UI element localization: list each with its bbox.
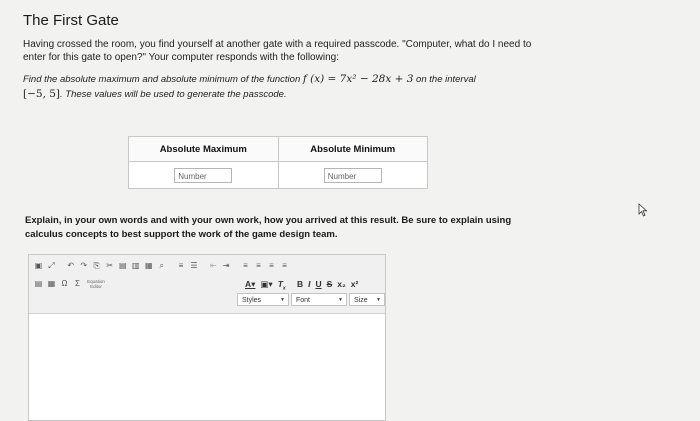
strikethrough-button[interactable]: S bbox=[326, 279, 333, 289]
rich-text-editor bbox=[28, 254, 386, 421]
cut-icon[interactable]: ✂ bbox=[106, 261, 114, 270]
outdent-icon[interactable]: ⇤ bbox=[209, 261, 217, 270]
redo-icon[interactable]: ↷ bbox=[80, 261, 88, 270]
problem-function: f (x) = 7x² − 28x + 3 bbox=[302, 73, 414, 85]
cell-absolute-maximum bbox=[129, 162, 279, 189]
editor-content-area[interactable] bbox=[29, 314, 385, 420]
text-color-icon[interactable]: A▾ bbox=[245, 279, 256, 289]
undo-icon[interactable]: ↶ bbox=[67, 261, 75, 270]
header-absolute-minimum: Absolute Minimum bbox=[278, 137, 428, 162]
special-char-icon[interactable]: Ω bbox=[61, 279, 68, 288]
problem-text-before: Find the absolute maximum and absolute minimum of the function bbox=[23, 74, 303, 85]
styles-select[interactable] bbox=[237, 293, 289, 306]
bg-color-icon[interactable]: ▣▾ bbox=[260, 279, 273, 289]
chevron-down-icon: ▼ bbox=[280, 297, 285, 303]
absolute-minimum-input[interactable]: Number bbox=[324, 168, 382, 183]
bullet-list-icon[interactable]: ☰ bbox=[190, 261, 198, 270]
indent-icon[interactable]: ⇥ bbox=[222, 261, 230, 270]
size-select[interactable] bbox=[349, 293, 385, 306]
editor-toolbar bbox=[29, 255, 385, 314]
paste-word-icon[interactable]: ▦ bbox=[144, 261, 153, 270]
header-absolute-maximum: Absolute Maximum bbox=[129, 137, 279, 162]
page-title: The First Gate bbox=[23, 12, 119, 29]
mouse-cursor-icon bbox=[638, 203, 648, 217]
cell-absolute-minimum bbox=[278, 162, 428, 189]
explain-prompt: Explain, in your own words and with your own work, how you arrived at this result. Be sure to explain using calculus concepts to best support the work of the game design team. bbox=[25, 215, 512, 240]
equation-editor-label[interactable]: Equation Editor bbox=[87, 278, 105, 289]
align-center-icon[interactable]: ≡ bbox=[256, 261, 261, 270]
underline-button[interactable]: U bbox=[315, 279, 322, 289]
chevron-down-icon: ▼ bbox=[338, 297, 343, 303]
align-left-icon[interactable]: ≡ bbox=[243, 261, 248, 270]
italic-button[interactable]: I bbox=[308, 279, 311, 289]
equation-icon[interactable]: Σ bbox=[75, 279, 80, 288]
toolbar-format-group bbox=[245, 278, 363, 290]
copy-format-icon[interactable]: ⎘ bbox=[93, 261, 100, 270]
fullscreen-icon[interactable]: ⤢ bbox=[48, 261, 55, 270]
size-select-label: Size bbox=[354, 297, 368, 304]
find-icon[interactable]: ⌕ bbox=[159, 261, 164, 270]
answer-table bbox=[128, 136, 428, 189]
source-icon[interactable]: ▣ bbox=[34, 261, 43, 270]
toolbar-row-1 bbox=[33, 260, 292, 272]
align-right-icon[interactable]: ≡ bbox=[269, 261, 274, 270]
align-justify-icon[interactable]: ≡ bbox=[282, 261, 287, 270]
paste-icon[interactable]: ▤ bbox=[118, 261, 127, 270]
remove-format-icon[interactable]: $T_x$ bbox=[277, 279, 286, 292]
horizontal-line-icon[interactable]: ▤ bbox=[34, 279, 43, 288]
problem-statement bbox=[23, 72, 543, 102]
paste-text-icon[interactable]: ▥ bbox=[131, 261, 140, 270]
problem-text-middle: on the interval bbox=[413, 74, 476, 85]
table-icon[interactable]: ▦ bbox=[47, 279, 56, 288]
styles-select-label: Styles bbox=[242, 297, 262, 304]
superscript-button[interactable]: x² bbox=[350, 279, 359, 289]
chevron-down-icon: ▼ bbox=[376, 297, 381, 303]
problem-text-after: . These values will be used to generate the passcode. bbox=[60, 89, 287, 100]
problem-interval: [−5, 5] bbox=[23, 88, 61, 100]
font-select[interactable] bbox=[291, 293, 347, 306]
bold-button[interactable]: B bbox=[296, 279, 304, 289]
intro-paragraph: Having crossed the room, you find yourself at another gate with a required passcode. "Computer, what do I need to enter for this gate to open?" Your computer responds with the following: bbox=[23, 39, 532, 63]
subscript-button[interactable]: x₂ bbox=[337, 279, 346, 289]
absolute-maximum-input[interactable]: Number bbox=[174, 168, 232, 183]
toolbar-row-2 bbox=[33, 278, 107, 290]
font-select-label: Font bbox=[296, 297, 311, 304]
numbered-list-icon[interactable]: ≡ bbox=[178, 261, 184, 270]
